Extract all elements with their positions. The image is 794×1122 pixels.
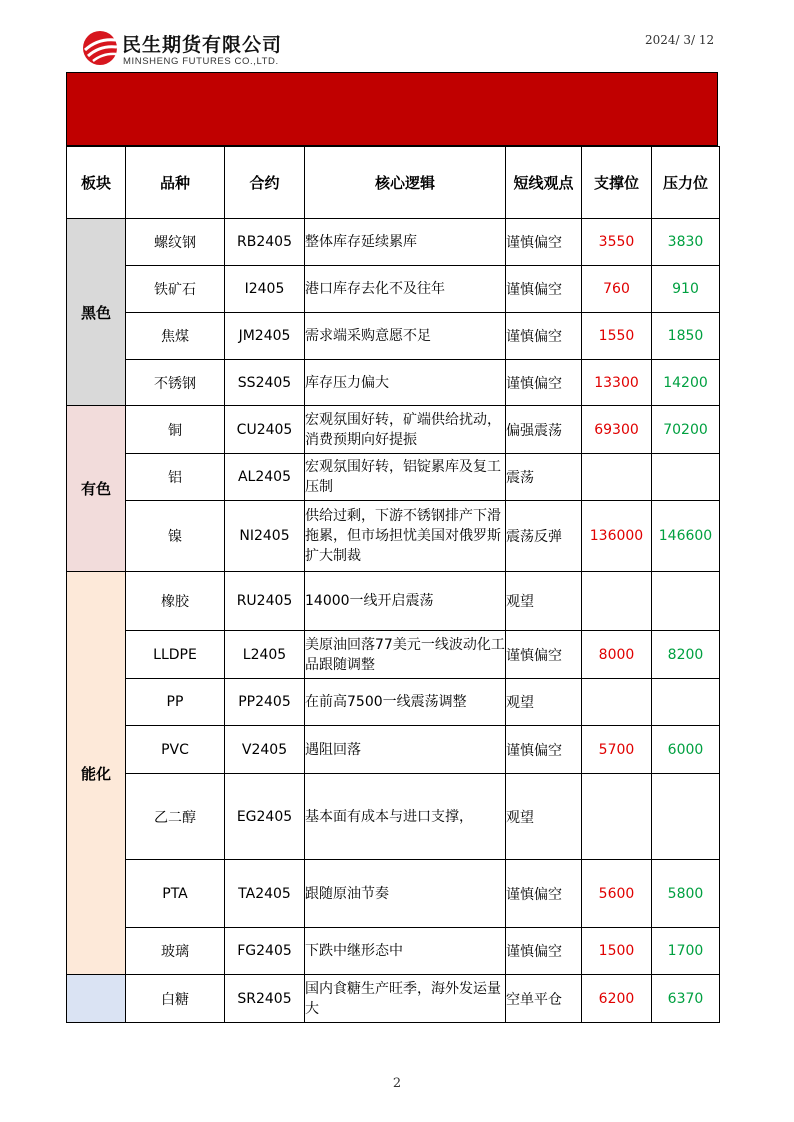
support-cell: 1550 [582,313,652,360]
support-cell: 8000 [582,631,652,679]
strategy-table [66,146,720,1023]
view-cell: 谨慎偏空 [506,726,582,774]
support-cell [582,679,652,726]
logic-cell: 14000一线开启震荡 [305,572,506,631]
resistance-cell: 5800 [652,860,720,928]
resistance-cell: 1850 [652,313,720,360]
view-cell: 谨慎偏空 [506,360,582,406]
sector-energy-chemical: 能化 [67,572,126,975]
header-short-view: 短线观点 [506,147,582,219]
table-row [67,726,720,774]
contract-cell: AL2405 [225,454,305,501]
contract-cell: SS2405 [225,360,305,406]
table-row [67,313,720,360]
table-row [67,360,720,406]
header-resistance: 压力位 [652,147,720,219]
variety-cell: 螺纹钢 [126,219,225,266]
header-support: 支撑位 [582,147,652,219]
logic-cell: 跟随原油节奏 [305,860,506,928]
view-cell: 观望 [506,572,582,631]
page-header [0,0,794,72]
support-cell [582,454,652,501]
resistance-cell [652,572,720,631]
support-cell [582,774,652,860]
contract-cell: I2405 [225,266,305,313]
header-variety: 品种 [126,147,225,219]
view-cell: 谨慎偏空 [506,631,582,679]
view-cell: 偏强震荡 [506,406,582,454]
variety-cell: PVC [126,726,225,774]
logic-cell: 港口库存去化不及往年 [305,266,506,313]
support-cell: 136000 [582,501,652,572]
table-row [67,219,720,266]
sector-black: 黑色 [67,219,126,406]
support-cell: 1500 [582,928,652,975]
view-cell: 谨慎偏空 [506,313,582,360]
variety-cell: 焦煤 [126,313,225,360]
support-cell: 3550 [582,219,652,266]
support-cell: 6200 [582,975,652,1023]
resistance-cell: 14200 [652,360,720,406]
logic-cell: 需求端采购意愿不足 [305,313,506,360]
table-row [67,406,720,454]
resistance-cell: 910 [652,266,720,313]
contract-cell: NI2405 [225,501,305,572]
view-cell: 谨慎偏空 [506,219,582,266]
sector-soft [67,975,126,1023]
variety-cell: 铜 [126,406,225,454]
sector-nonferrous: 有色 [67,406,126,572]
resistance-cell: 146600 [652,501,720,572]
logic-cell: 宏观氛围好转，矿端供给扰动，消费预期向好提振 [305,406,506,454]
logic-cell: 库存压力偏大 [305,360,506,406]
contract-cell: RU2405 [225,572,305,631]
view-cell: 震荡反弹 [506,501,582,572]
resistance-cell: 6370 [652,975,720,1023]
resistance-cell [652,679,720,726]
logic-cell: 下跌中继形态中 [305,928,506,975]
header-sector: 板块 [67,147,126,219]
logic-cell: 国内食糖生产旺季，海外发运量大 [305,975,506,1023]
table-row [67,501,720,572]
variety-cell: 乙二醇 [126,774,225,860]
view-cell: 观望 [506,774,582,860]
header-contract: 合约 [225,147,305,219]
header-core-logic: 核心逻辑 [305,147,506,219]
minsheng-logo-icon [80,28,120,68]
contract-cell: JM2405 [225,313,305,360]
view-cell: 谨慎偏空 [506,266,582,313]
variety-cell: 不锈钢 [126,360,225,406]
variety-cell: 橡胶 [126,572,225,631]
resistance-cell: 1700 [652,928,720,975]
view-cell: 谨慎偏空 [506,860,582,928]
table-row [67,679,720,726]
support-cell [582,572,652,631]
logic-cell: 宏观氛围好转，铝锭累库及复工压制 [305,454,506,501]
table-row [67,454,720,501]
view-cell: 空单平仓 [506,975,582,1023]
logic-cell: 美原油回落77美元一线波动化工品跟随调整 [305,631,506,679]
logic-cell: 整体库存延续累库 [305,219,506,266]
resistance-cell: 3830 [652,219,720,266]
contract-cell: V2405 [225,726,305,774]
table-row [67,860,720,928]
table-row [67,975,720,1023]
contract-cell: TA2405 [225,860,305,928]
support-cell: 13300 [582,360,652,406]
logic-cell: 基本面有成本与进口支撑， [305,774,506,860]
support-cell: 69300 [582,406,652,454]
company-name-en: MINSHENG FUTURES CO.,LTD. [123,56,279,67]
resistance-cell: 6000 [652,726,720,774]
contract-cell: SR2405 [225,975,305,1023]
company-name-cn: 民生期货有限公司 [122,34,283,56]
variety-cell: 铁矿石 [126,266,225,313]
contract-cell: L2405 [225,631,305,679]
table-row [67,572,720,631]
page-number: 2 [392,1076,402,1091]
report-date: 2024/ 3/ 12 [645,33,715,47]
logic-cell: 供给过剩，下游不锈钢排产下滑拖累，但市场担忧美国对俄罗斯扩大制裁 [305,501,506,572]
view-cell: 观望 [506,679,582,726]
logic-cell: 遇阻回落 [305,726,506,774]
table-header-row [67,147,720,219]
variety-cell: 铝 [126,454,225,501]
support-cell: 760 [582,266,652,313]
table-row [67,774,720,860]
resistance-cell: 70200 [652,406,720,454]
contract-cell: FG2405 [225,928,305,975]
variety-cell: 玻璃 [126,928,225,975]
table-row [67,266,720,313]
support-cell: 5700 [582,726,652,774]
contract-cell: CU2405 [225,406,305,454]
variety-cell: 镍 [126,501,225,572]
view-cell: 谨慎偏空 [506,928,582,975]
contract-cell: PP2405 [225,679,305,726]
contract-cell: RB2405 [225,219,305,266]
table-row [67,631,720,679]
resistance-cell: 8200 [652,631,720,679]
variety-cell: PP [126,679,225,726]
resistance-cell [652,454,720,501]
table-row [67,928,720,975]
variety-cell: PTA [126,860,225,928]
variety-cell: 白糖 [126,975,225,1023]
support-cell: 5600 [582,860,652,928]
view-cell: 震荡 [506,454,582,501]
variety-cell: LLDPE [126,631,225,679]
logic-cell: 在前高7500一线震荡调整 [305,679,506,726]
resistance-cell [652,774,720,860]
contract-cell: EG2405 [225,774,305,860]
red-banner [66,72,718,146]
